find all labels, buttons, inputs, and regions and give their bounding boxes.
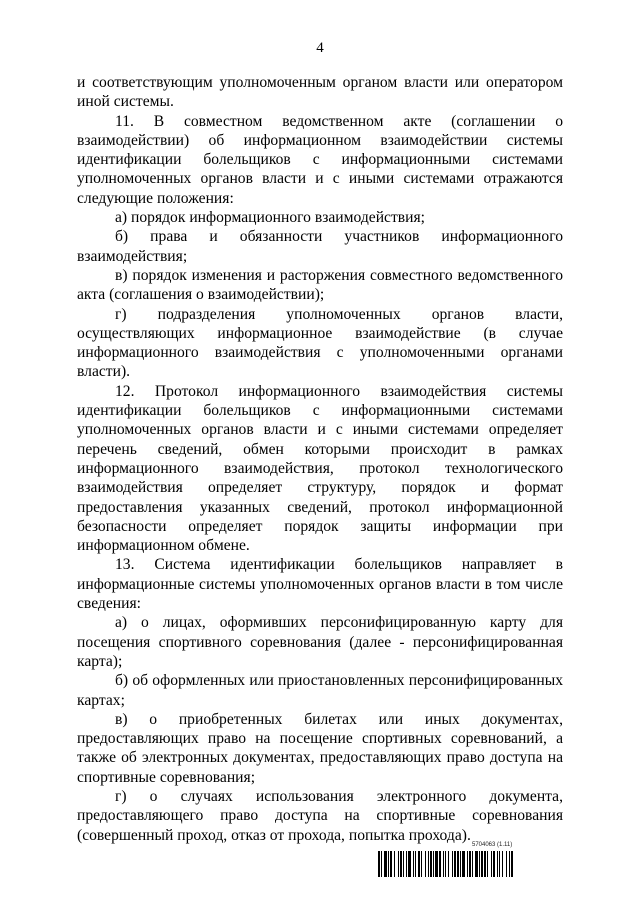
barcode-bar [484,851,486,877]
barcode-bar [493,851,495,877]
barcode-bar [452,851,453,877]
document-code: 5704063 (1.11) [472,842,513,848]
barcode-bar [445,851,446,877]
paragraph: г) о случаях использования электронного документа, предоставляющего право доступа на спортивные соревнования (совершенный проход, отказ от прохода, попытка прохода). [77,787,563,844]
barcode-bar [433,851,434,877]
barcode-bar [499,851,500,877]
barcode-bar [491,851,492,877]
barcode-bar [448,851,449,877]
barcode-bar [462,851,465,877]
barcode-bar [381,851,382,877]
barcode-bar [394,851,395,877]
paragraph: а) порядок информационного взаимодействия; [115,209,425,227]
barcode-bar [425,851,426,877]
barcode-bar [502,851,503,877]
page-number: 4 [316,40,324,56]
barcode-bar [398,851,399,877]
barcode-bar [403,851,404,877]
barcode-bar [400,851,402,877]
barcode-bar [421,851,422,877]
barcode-bar [435,851,438,877]
barcode-bar [457,851,459,877]
barcode-bar [415,851,416,877]
barcode-image [378,851,564,877]
paragraph: б) права и обязанности участников информационного взаимодействия; [77,228,563,265]
barcode-bar [413,851,414,877]
barcode-bar [418,851,420,877]
barcode-bar [469,851,471,877]
barcode-bar [511,851,513,877]
paragraph: и соответствующим уполномоченным органом власти или оператором иной системы. [77,74,563,111]
barcode-bar [439,851,441,877]
barcode-bar [384,851,387,877]
paragraph: г) подразделения уполномоченных органов власти, осуществляющих информационное взаимодействие (в случае информационного взаимодействия с уполномоченными органами власти). [77,305,563,381]
barcode-bar [472,851,473,877]
barcode-bar [443,851,444,877]
barcode-bar [506,851,507,877]
barcode-bar [460,851,461,877]
barcode-bar [509,851,510,877]
barcode-bar [388,851,389,877]
barcode-bar [408,851,411,877]
document-body [77,73,563,845]
barcode-bar [390,851,392,877]
paragraph: а) о лицах, оформивших персонифицированную карту для посещения спортивного соревнования (далее - персонифицированная карта); [77,614,563,670]
barcode-bar [467,851,468,877]
paragraph: б) об оформленных или приостановленных персонифицированных картах; [77,672,563,709]
barcode-bar [497,851,498,877]
paragraph: в) о приобретенных билетах или иных документах, предоставляющих право на посещение спортивных соревнований, а также об электронных документах, предоставляющих право доступа на спортивные соревнования; [77,710,563,786]
paragraph: 12. Протокол информационного взаимодействия системы идентификации болельщиков с информационными системами уполномоченных органов власти и с иными системами определяет перечень сведений, обмен которыми происходит в рамках информационного взаимодействия, протокол технологического взаимодействия определяет структуру, порядок и формат предоставления указанных сведений, протокол информационной безопасности определяет порядок защиты информации при информационном обмене. [77,382,563,555]
barcode-bar [378,851,380,877]
paragraph: 13. Система идентификации болельщиков направляет в информационные системы уполномоченных органов власти в том числе сведения: [77,556,563,613]
barcode-bar [428,851,429,877]
barcode-bar [479,851,480,877]
paragraph: в) порядок изменения и расторжения совместного ведомственного акта (соглашения о взаимодействии); [77,266,563,304]
barcode-bar [430,851,432,877]
barcode-bar [406,851,407,877]
paragraph: 11. В совместном ведомственном акте (соглашении о взаимодействии) об информационном взаимодействии системы идентификации болельщиков с информационными системами уполномоченных органов власти и с иными системами отражаются следующие положения: [77,112,563,207]
barcode-bar [475,851,478,877]
barcode-bar [487,851,488,877]
barcode-bar [454,851,456,877]
barcode-bar [481,851,483,877]
